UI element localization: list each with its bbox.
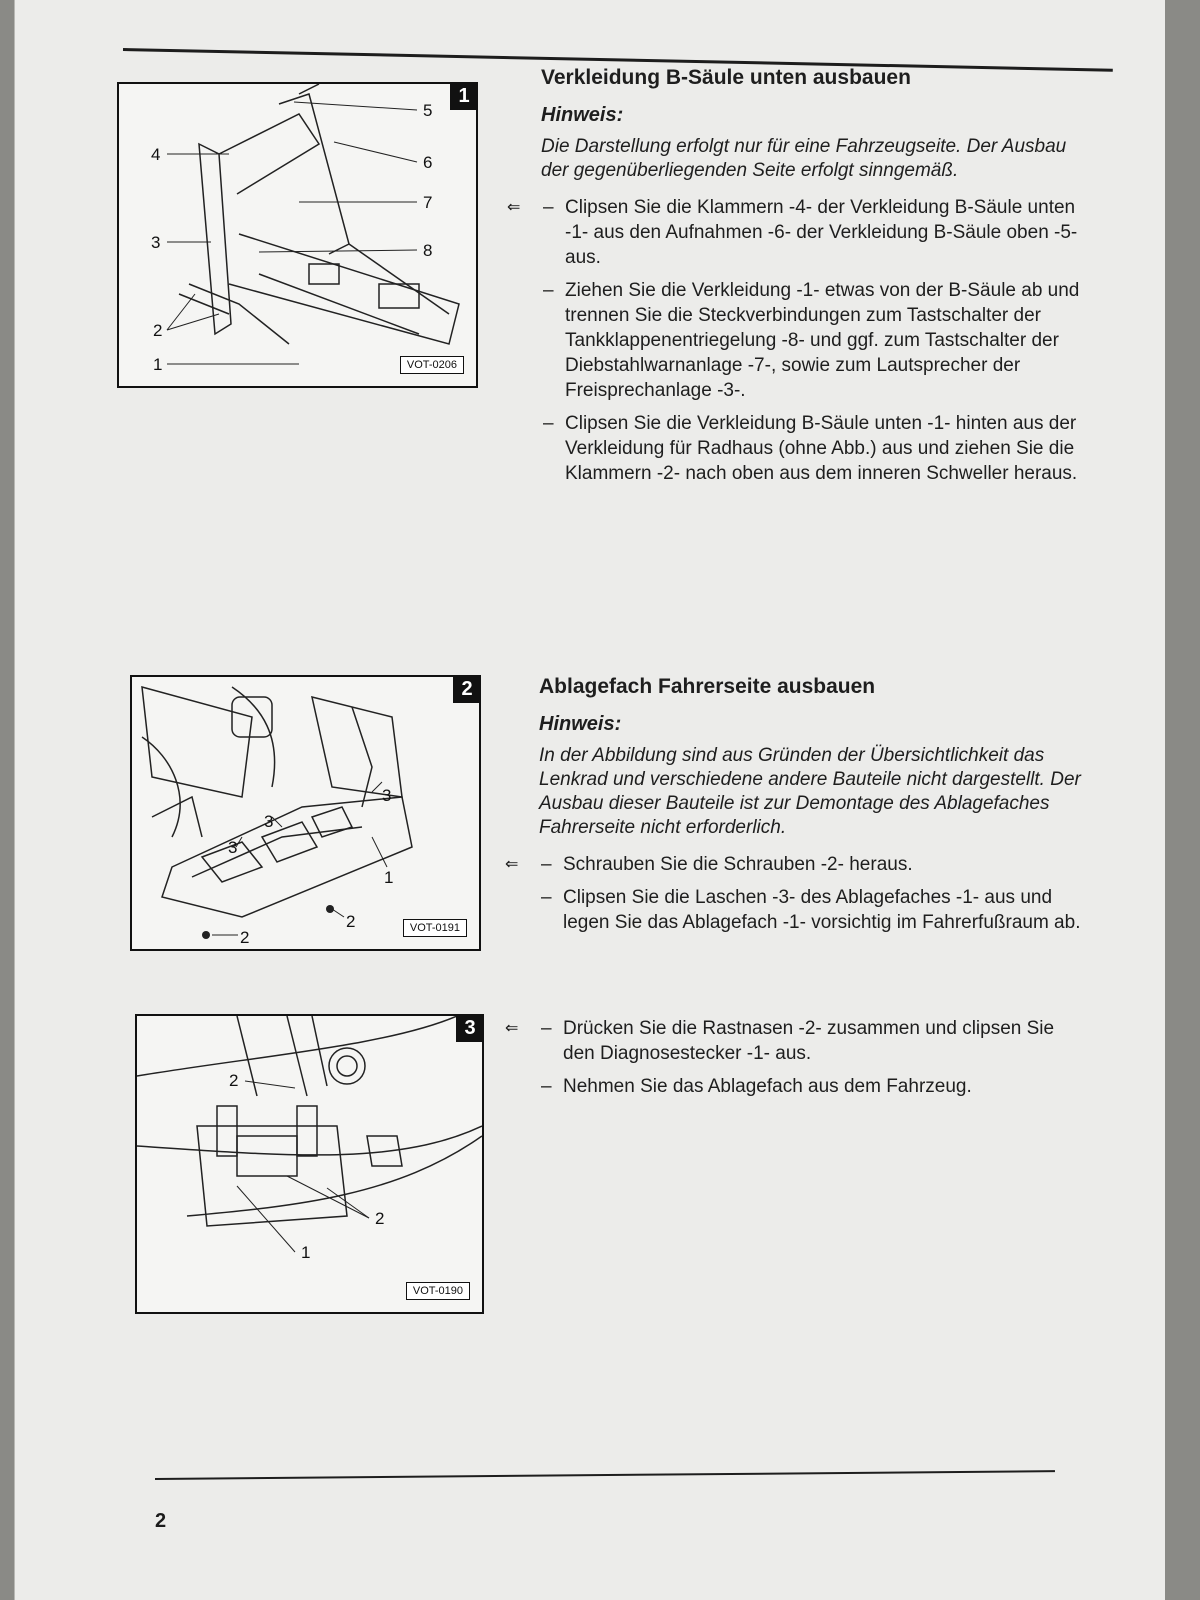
storage-compartment-illustration xyxy=(132,677,479,949)
dash-bullet: – xyxy=(543,197,554,218)
figure-number: 1 xyxy=(450,82,478,110)
step-item xyxy=(539,885,1084,935)
note-text: In der Abbildung sind aus Gründen der Übersichtlichkeit das Lenkrad und verschiedene andere Bauteile nicht dargestellt. Der Ausbau dieser Bauteile ist zur Demontage des Ablagefaches Fahrerseite nicht erforderlich. xyxy=(539,745,1081,838)
dash-bullet: – xyxy=(543,413,554,434)
step-item xyxy=(539,1074,1084,1099)
callout-2: 2 xyxy=(240,928,250,947)
step-text: Clipsen Sie die Verkleidung B-Säule unten -1- hinten aus der Verkleidung für Radhaus (ohne Abb.) aus und ziehen Sie die Klammern -2- nach oben aus dem inneren Schweller heraus. xyxy=(565,413,1078,484)
figure-1 xyxy=(117,82,478,388)
callout-3: 3 xyxy=(151,233,161,252)
step-text: Schrauben Sie die Schrauben -2- heraus. xyxy=(563,854,913,875)
dash-bullet: – xyxy=(543,280,554,301)
step-item xyxy=(505,852,1084,877)
step-item xyxy=(541,411,1086,486)
section-title: Verkleidung B-Säule unten ausbauen xyxy=(541,66,911,89)
callout-2: 2 xyxy=(346,912,356,931)
callout-8: 8 xyxy=(423,241,433,260)
step-item xyxy=(541,278,1086,403)
section-b-pillar xyxy=(507,66,1086,494)
callout-2: 2 xyxy=(229,1071,239,1090)
callout-5: 5 xyxy=(423,101,433,120)
figure-number: 2 xyxy=(453,675,481,703)
callout-2: 2 xyxy=(153,321,163,340)
step-item xyxy=(505,1016,1084,1066)
dash-bullet: – xyxy=(541,887,552,908)
callout-4: 4 xyxy=(151,145,161,164)
callout-1: 1 xyxy=(384,868,394,887)
section-storage-compartment xyxy=(505,675,1084,943)
callout-2: 2 xyxy=(375,1209,385,1228)
step-text: Drücken Sie die Rastnasen -2- zusammen und clipsen Sie den Diagnosestecker -1- aus. xyxy=(563,1018,1055,1064)
figure-2 xyxy=(130,675,481,951)
figure-code: VOT-0191 xyxy=(403,919,467,937)
footer-rule xyxy=(155,1470,1055,1480)
note-text: Die Darstellung erfolgt nur für eine Fahrzeugseite. Der Ausbau der gegenüberliegenden Seite erfolgt sinngemäß. xyxy=(541,136,1067,181)
step-text: Clipsen Sie die Klammern -4- der Verkleidung B-Säule unten -1- aus den Aufnahmen -6- der Verkleidung B-Säule oben -5- aus. xyxy=(565,197,1078,268)
step-text: Clipsen Sie die Laschen -3- des Ablagefaches -1- aus und legen Sie das Ablagefach -1- vorsichtig im Fahrerfußraum ab. xyxy=(563,887,1081,933)
dash-bullet: – xyxy=(541,1076,552,1097)
b-pillar-illustration xyxy=(119,84,476,386)
page-number: 2 xyxy=(155,1510,167,1532)
section-diagnostic-connector xyxy=(505,1016,1084,1107)
figure-code: VOT-0190 xyxy=(406,1282,470,1300)
callout-3: 3 xyxy=(264,812,274,831)
manual-page xyxy=(14,0,1165,1600)
dash-bullet: – xyxy=(541,1018,552,1039)
section-title: Ablagefach Fahrerseite ausbauen xyxy=(539,675,876,698)
callout-1: 1 xyxy=(153,355,163,374)
arrow-left-icon: ⇐ xyxy=(507,199,521,216)
figure-3 xyxy=(135,1014,484,1314)
callout-7: 7 xyxy=(423,193,433,212)
callout-6: 6 xyxy=(423,153,433,172)
note-heading: Hinweis: xyxy=(541,104,624,126)
callout-1: 1 xyxy=(301,1243,311,1262)
diagnostic-connector-illustration xyxy=(137,1016,482,1312)
arrow-left-icon: ⇐ xyxy=(505,1020,519,1037)
note-heading: Hinweis: xyxy=(539,713,622,735)
callout-3: 3 xyxy=(382,786,392,805)
step-text: Nehmen Sie das Ablagefach aus dem Fahrzeug. xyxy=(563,1076,972,1097)
step-text: Ziehen Sie die Verkleidung -1- etwas von der B-Säule ab und trennen Sie die Steckverbindungen zum Tastschalter der Tankklappenentriegelung -8- und ggf. zum Tastschalter der Diebstahlwarnanlage -7-, sowie zum Lautsprecher der Freisprechanlage -3-. xyxy=(565,280,1080,401)
figure-code: VOT-0206 xyxy=(400,356,464,374)
callout-3: 3 xyxy=(228,838,238,857)
figure-number: 3 xyxy=(456,1014,484,1042)
dash-bullet: – xyxy=(541,854,552,875)
arrow-left-icon: ⇐ xyxy=(505,856,519,873)
step-item xyxy=(507,195,1086,270)
